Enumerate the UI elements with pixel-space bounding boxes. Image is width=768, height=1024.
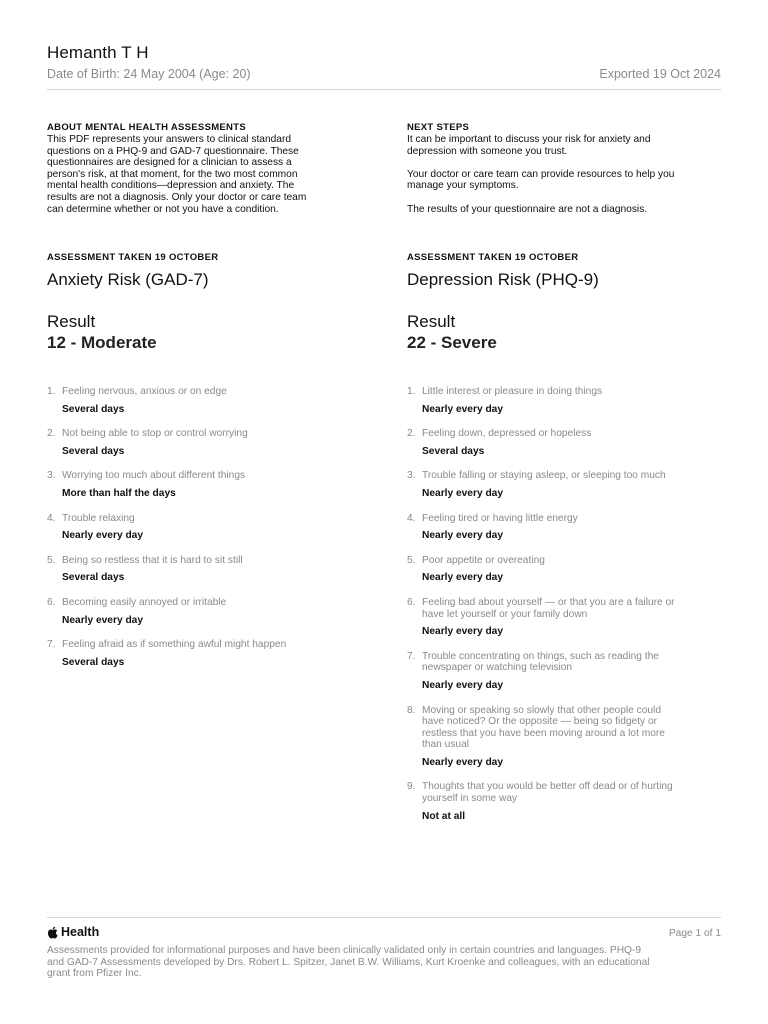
question-number: 5. xyxy=(407,554,416,566)
question-text: Feeling nervous, anxious or on edge xyxy=(62,386,227,397)
question-body xyxy=(62,428,367,457)
question-item xyxy=(407,428,721,457)
question-answer: Nearly every day xyxy=(62,614,143,626)
question-answer: Nearly every day xyxy=(422,756,503,768)
question-item xyxy=(407,555,721,584)
question-body xyxy=(422,470,721,499)
phq9-title: Depression Risk (PHQ-9) xyxy=(407,270,599,289)
next-steps-line: depression with someone you trust. xyxy=(407,145,568,157)
question-text: Feeling down, depressed or hopeless xyxy=(422,428,592,440)
about-line: mental health conditions—depression and anxiety. The xyxy=(47,180,295,192)
question-answer: Nearly every day xyxy=(422,679,503,691)
about-line: questions on a PHQ-9 and GAD-7 questionnaire. These xyxy=(47,145,299,157)
question-body xyxy=(62,597,367,626)
disclaimer-line: Assessments provided for informational purposes and have been clinically validated only in certain countries and languages. PHQ-9 xyxy=(47,945,642,956)
next-steps-line: manage your symptoms. xyxy=(407,180,519,192)
question-answer: More than half the days xyxy=(62,487,176,499)
question-body xyxy=(62,639,367,668)
question-text: Trouble relaxing xyxy=(62,512,135,524)
question-item xyxy=(47,386,367,415)
question-answer: Nearly every day xyxy=(422,530,503,542)
phq9-assessment xyxy=(407,252,721,353)
question-answer: Not at all xyxy=(422,810,466,822)
apple-logo-icon xyxy=(47,926,58,939)
question-item xyxy=(407,705,721,769)
disclaimer-line: grant from Pfizer Inc. xyxy=(47,968,142,980)
question-text: Trouble concentrating on things, such as reading the xyxy=(422,650,659,662)
date-of-birth: Date of Birth: 24 May 2004 (Age: 20) xyxy=(47,67,251,81)
question-answer: Nearly every day xyxy=(422,487,503,499)
question-text: Not being able to stop or control worrying xyxy=(62,428,248,440)
question-body xyxy=(62,470,367,499)
header-meta-row xyxy=(47,67,721,81)
phq9-question-list xyxy=(407,386,721,835)
question-text: Being so restless that it is hard to sit still xyxy=(62,554,243,566)
question-text: Feeling bad about yourself — or that you are a failure or xyxy=(422,596,675,608)
question-body xyxy=(62,513,367,542)
question-body xyxy=(422,705,721,769)
about-line: results are not a diagnosis. Only your doctor or care team xyxy=(47,191,307,203)
next-steps-paragraph xyxy=(407,134,721,157)
question-number: 2. xyxy=(407,428,416,440)
question-body xyxy=(422,428,721,457)
report-page xyxy=(47,0,721,1024)
question-item xyxy=(47,470,367,499)
question-text: Moving or speaking so slowly that other people could xyxy=(422,704,661,716)
question-text: Feeling tired or having little energy xyxy=(422,512,578,524)
next-steps-line: It can be important to discuss your risk for anxiety and xyxy=(407,134,651,145)
phq9-result-value: 22 - Severe xyxy=(407,333,497,352)
report-header xyxy=(47,43,721,81)
phq9-taken-date: ASSESSMENT TAKEN 19 OCTOBER xyxy=(407,252,579,263)
gad7-question-list xyxy=(47,386,367,681)
question-text: Trouble falling or staying asleep, or sleeping too much xyxy=(422,470,666,482)
question-body xyxy=(422,555,721,584)
question-item xyxy=(407,470,721,499)
question-number: 3. xyxy=(407,470,416,482)
question-item xyxy=(47,597,367,626)
question-number: 1. xyxy=(407,386,416,397)
disclaimer-line: and GAD-7 Assessments developed by Drs. Robert L. Spitzer, Janet B.W. Williams, Kurt Kroenke and colleagues, with an educational xyxy=(47,956,650,968)
question-body xyxy=(422,781,721,822)
gad7-title: Anxiety Risk (GAD-7) xyxy=(47,270,209,289)
question-body xyxy=(422,513,721,542)
question-item xyxy=(47,513,367,542)
question-answer: Nearly every day xyxy=(62,530,143,542)
question-item xyxy=(407,386,721,415)
question-text: Little interest or pleasure in doing things xyxy=(422,386,603,397)
header-divider xyxy=(47,89,721,90)
question-text: Worrying too much about different things xyxy=(62,470,246,482)
question-number: 1. xyxy=(47,386,56,397)
question-body xyxy=(422,597,721,638)
about-line: This PDF represents your answers to clinical standard xyxy=(47,134,292,145)
question-number: 8. xyxy=(407,704,416,716)
export-date: Exported 19 Oct 2024 xyxy=(599,67,721,81)
question-text: than usual xyxy=(422,739,470,751)
question-text: have let yourself or your family down xyxy=(422,608,588,620)
patient-name: Hemanth T H xyxy=(47,43,149,62)
phq9-result-label: Result xyxy=(407,312,456,331)
question-item xyxy=(47,428,367,457)
question-number: 2. xyxy=(47,428,56,440)
question-text: yourself in some way xyxy=(422,793,518,805)
next-steps-text xyxy=(407,134,721,215)
gad7-result-value: 12 - Moderate xyxy=(47,333,157,352)
question-item xyxy=(47,639,367,668)
about-section xyxy=(47,122,367,215)
footer-divider xyxy=(47,917,721,918)
question-answer: Several days xyxy=(62,656,125,668)
question-number: 3. xyxy=(47,470,56,482)
question-text: Thoughts that you would be better off dead or of hurting xyxy=(422,781,673,793)
next-steps-paragraph xyxy=(407,169,721,192)
next-steps-heading: NEXT STEPS xyxy=(407,122,470,133)
footer-brand xyxy=(47,925,99,939)
question-answer: Several days xyxy=(62,445,125,457)
question-number: 9. xyxy=(407,781,416,793)
question-number: 6. xyxy=(47,596,56,608)
about-heading: ABOUT MENTAL HEALTH ASSESSMENTS xyxy=(47,122,246,133)
question-answer: Nearly every day xyxy=(422,403,503,415)
question-number: 5. xyxy=(47,554,56,566)
gad7-result-label: Result xyxy=(47,312,96,331)
question-item xyxy=(407,513,721,542)
next-steps-line: The results of your questionnaire are not a diagnosis. xyxy=(407,203,648,215)
question-text: restless that you have been moving around a lot more xyxy=(422,727,665,739)
question-item xyxy=(407,651,721,692)
footer-disclaimer xyxy=(47,945,721,980)
question-text: Poor appetite or overeating xyxy=(422,554,545,566)
gad7-taken-date: ASSESSMENT TAKEN 19 OCTOBER xyxy=(47,252,219,263)
question-text: have noticed? Or the opposite — being so fidgety or xyxy=(422,716,658,728)
question-number: 6. xyxy=(407,596,416,608)
question-item xyxy=(407,597,721,638)
question-number: 4. xyxy=(47,512,56,524)
about-line: can determine whether or not you have a condition. xyxy=(47,203,279,215)
question-number: 4. xyxy=(407,512,416,524)
question-answer: Several days xyxy=(422,445,485,457)
next-steps-paragraph xyxy=(407,204,721,216)
question-body xyxy=(62,386,367,415)
about-text xyxy=(47,134,367,215)
gad7-assessment xyxy=(47,252,367,353)
about-line: person's risk, at that moment, for the two most common xyxy=(47,168,298,180)
question-number: 7. xyxy=(407,650,416,662)
question-answer: Several days xyxy=(62,403,125,415)
question-answer: Nearly every day xyxy=(422,572,503,584)
question-answer: Nearly every day xyxy=(422,626,503,638)
question-body xyxy=(422,651,721,692)
question-text: newspaper or watching television xyxy=(422,662,573,674)
question-number: 7. xyxy=(47,639,56,651)
page-count: Page 1 of 1 xyxy=(668,928,721,939)
next-steps-section xyxy=(407,122,721,227)
question-text: Feeling afraid as if something awful might happen xyxy=(62,639,287,651)
question-item xyxy=(407,781,721,822)
question-answer: Several days xyxy=(62,572,125,584)
about-line: questionnaires are designed for a clinician to assess a xyxy=(47,157,292,169)
next-steps-line: Your doctor or care team can provide resources to help you xyxy=(407,168,675,180)
question-body xyxy=(62,555,367,584)
question-text: Becoming easily annoyed or irritable xyxy=(62,596,227,608)
brand-name: Health xyxy=(61,925,100,939)
question-item xyxy=(47,555,367,584)
question-body xyxy=(422,386,721,415)
